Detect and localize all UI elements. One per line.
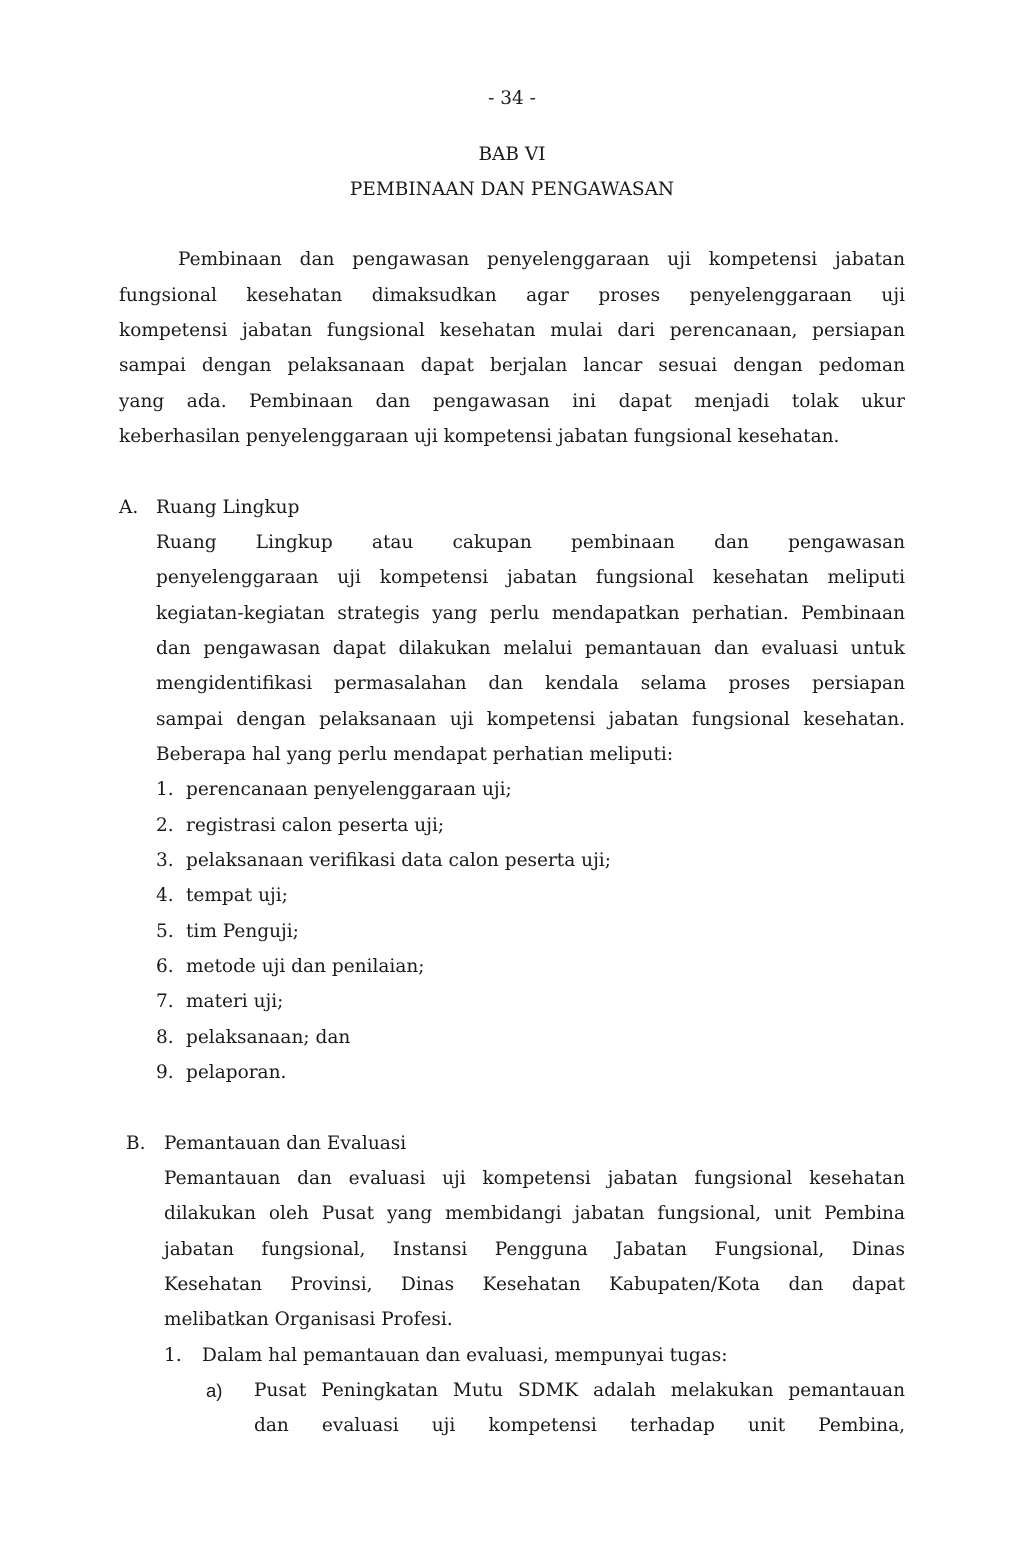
section-a-line: Beberapa hal yang perlu mendapat perhatian meliputi: [156, 744, 674, 765]
list-item-text: tim Penguji; [186, 921, 299, 942]
section-a-heading: Ruang Lingkup [156, 497, 300, 518]
list-item-text: materi uji; [186, 991, 284, 1012]
list-item-text: pelaksanaan; dan [186, 1027, 351, 1048]
section-a-letter: A. [119, 497, 139, 518]
list-item-number: 5. [156, 921, 174, 942]
section-b-line: Pemantauan dan evaluasi uji kompetensi jabatan fungsional kesehatan [164, 1168, 905, 1189]
section-b-heading: Pemantauan dan Evaluasi [164, 1133, 407, 1154]
section-b-item-number: 1. [164, 1345, 182, 1366]
section-a-line: mengidentifikasi permasalahan dan kendala selama proses persiapan [156, 673, 905, 694]
page-number: - 34 - [488, 88, 536, 109]
section-b-letter: B. [126, 1133, 146, 1154]
section-b-item-text: Dalam hal pemantauan dan evaluasi, mempunyai tugas: [202, 1345, 728, 1366]
intro-line: sampai dengan pelaksanaan dapat berjalan lancar sesuai dengan pedoman [119, 355, 905, 376]
chapter-title: PEMBINAAN DAN PENGAWASAN [349, 179, 675, 200]
sub-item-label: a) [206, 1380, 223, 1401]
list-item-text: perencanaan penyelenggaraan uji; [186, 779, 512, 800]
list-item-text: pelaksanaan verifikasi data calon peserta uji; [186, 850, 611, 871]
list-item-number: 1. [156, 779, 174, 800]
list-item-number: 2. [156, 815, 174, 836]
list-item-number: 4. [156, 885, 174, 906]
list-item-number: 8. [156, 1027, 174, 1048]
section-b-line: jabatan fungsional, Instansi Pengguna Jabatan Fungsional, Dinas [164, 1239, 905, 1260]
intro-line: Pembinaan dan pengawasan penyelenggaraan uji kompetensi jabatan [178, 249, 905, 270]
section-a-line: sampai dengan pelaksanaan uji kompetensi jabatan fungsional kesehatan. [156, 709, 905, 730]
intro-line: yang ada. Pembinaan dan pengawasan ini dapat menjadi tolak ukur [119, 391, 905, 412]
sub-item-line: dan evaluasi uji kompetensi terhadap unit Pembina, [254, 1415, 905, 1436]
section-a-line: dan pengawasan dapat dilakukan melalui pemantauan dan evaluasi untuk [156, 638, 905, 659]
intro-line: kompetensi jabatan fungsional kesehatan mulai dari perencanaan, persiapan [119, 320, 905, 341]
chapter-label: BAB VI [478, 144, 546, 165]
section-b-line: Kesehatan Provinsi, Dinas Kesehatan Kabupaten/Kota dan dapat [164, 1274, 905, 1295]
list-item-text: pelaporan. [186, 1062, 287, 1083]
list-item-number: 3. [156, 850, 174, 871]
section-b-line: dilakukan oleh Pusat yang membidangi jabatan fungsional, unit Pembina [164, 1203, 905, 1224]
section-a-line: kegiatan-kegiatan strategis yang perlu mendapatkan perhatian. Pembinaan [156, 603, 905, 624]
section-b-line: melibatkan Organisasi Profesi. [164, 1309, 453, 1330]
section-a-line: Ruang Lingkup atau cakupan pembinaan dan pengawasan [156, 532, 905, 553]
section-a-line: penyelenggaraan uji kompetensi jabatan fungsional kesehatan meliputi [156, 567, 905, 588]
list-item-number: 7. [156, 991, 174, 1012]
intro-line: keberhasilan penyelenggaraan uji kompetensi jabatan fungsional kesehatan. [119, 426, 840, 447]
sub-item-line: Pusat Peningkatan Mutu SDMK adalah melakukan pemantauan [254, 1380, 905, 1401]
list-item-text: metode uji dan penilaian; [186, 956, 425, 977]
intro-line: fungsional kesehatan dimaksudkan agar proses penyelenggaraan uji [119, 285, 905, 306]
list-item-text: registrasi calon peserta uji; [186, 815, 445, 836]
list-item-number: 9. [156, 1062, 174, 1083]
list-item-number: 6. [156, 956, 174, 977]
list-item-text: tempat uji; [186, 885, 288, 906]
